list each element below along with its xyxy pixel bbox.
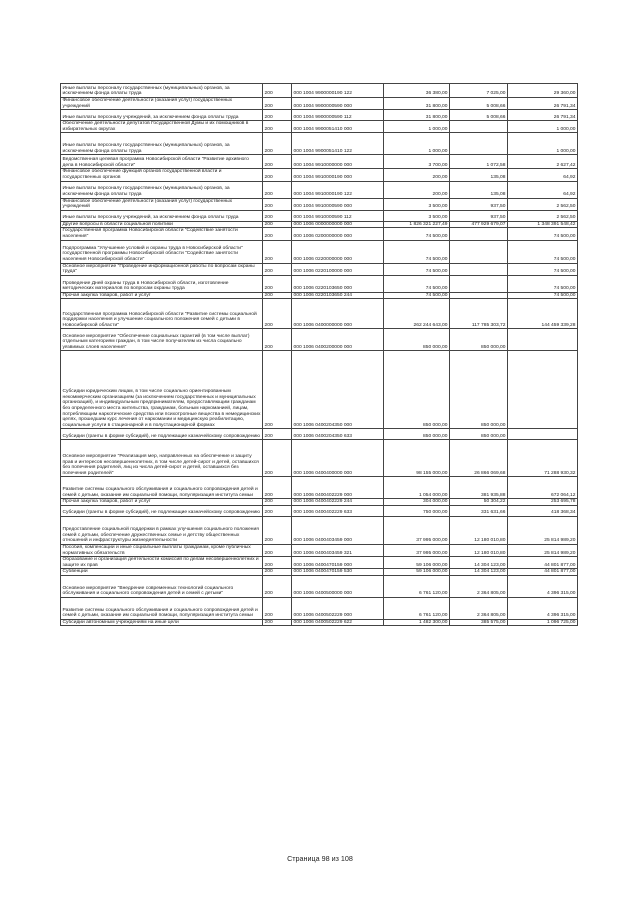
row-name: Предоставление социальной поддержки в рамках улучшения социального положения семей с детьми, обеспечение дружественных семье и детству общественных отношений и инфраструктуры жизнедеятельности bbox=[61, 516, 263, 544]
row-executed-amount: 477 929 679,07 bbox=[450, 221, 508, 228]
row-plan-amount: 850 000,00 bbox=[384, 351, 450, 429]
row-plan-amount: 74 500,00 bbox=[384, 263, 450, 275]
row-remaining-amount: 26 791,34 bbox=[508, 110, 578, 121]
row-name: Другие вопросы в области социальной политики bbox=[61, 221, 263, 228]
row-executed-amount: 5 008,66 bbox=[450, 110, 508, 121]
row-plan-amount: 6 761 120,00 bbox=[384, 575, 450, 597]
row-executed-amount: 2 364 805,00 bbox=[450, 597, 508, 619]
row-name: Пособия, компенсации и иные социальные выплаты гражданам, кроме публичных нормативных обязательств bbox=[61, 544, 263, 556]
row-budget-code: 000 1006 0220100000 000 bbox=[292, 263, 384, 275]
row-remaining-amount: 64,92 bbox=[508, 169, 578, 181]
row-remaining-amount: 2 627,42 bbox=[508, 155, 578, 169]
row-budget-code: 000 1006 0400000000 000 bbox=[292, 299, 384, 329]
row-admin-code: 200 bbox=[263, 181, 292, 198]
table-row bbox=[61, 275, 578, 292]
row-name: Образование и организация деятельности комиссий по делам несовершеннолетних и защите их прав bbox=[61, 557, 263, 569]
row-executed-amount: 850 000,00 bbox=[450, 429, 508, 440]
row-budget-code: 000 1004 9900000190 122 bbox=[292, 84, 384, 98]
row-plan-amount: 200,00 bbox=[384, 169, 450, 181]
row-remaining-amount: 25 814 989,20 bbox=[508, 544, 578, 556]
row-admin-code: 200 bbox=[263, 351, 292, 429]
row-budget-code: 000 1006 0400500000 000 bbox=[292, 575, 384, 597]
row-admin-code: 200 bbox=[263, 275, 292, 292]
row-budget-code: 000 1006 0400502229 622 bbox=[292, 619, 384, 626]
row-remaining-amount: 672 064,12 bbox=[508, 477, 578, 499]
row-name: Развитие системы социального обслуживания и социального сопровождения детей и семей с детьми, оказание им социальной помощи, популяризация института семьи bbox=[61, 597, 263, 619]
row-name: Иные выплаты персоналу государственных (муниципальных) органов, за исключением фонда оплаты труда bbox=[61, 133, 263, 155]
row-admin-code: 200 bbox=[263, 155, 292, 169]
table-row bbox=[61, 121, 578, 133]
row-admin-code: 200 bbox=[263, 575, 292, 597]
row-remaining-amount bbox=[508, 429, 578, 440]
row-admin-code: 200 bbox=[263, 544, 292, 556]
table-row bbox=[61, 133, 578, 155]
row-plan-amount: 1 826 321 227,49 bbox=[384, 221, 450, 228]
row-executed-amount: 12 180 010,80 bbox=[450, 544, 508, 556]
row-plan-amount: 850 000,00 bbox=[384, 429, 450, 440]
row-budget-code: 000 1004 9910000000 000 bbox=[292, 155, 384, 169]
row-remaining-amount bbox=[508, 329, 578, 351]
row-remaining-amount: 74 500,00 bbox=[508, 263, 578, 275]
row-plan-amount: 31 800,00 bbox=[384, 110, 450, 121]
row-executed-amount: 14 304 123,00 bbox=[450, 569, 508, 576]
row-budget-code: 000 1004 9910000190 122 bbox=[292, 181, 384, 198]
row-admin-code: 200 bbox=[263, 263, 292, 275]
row-name: Государственная программа Новосибирской области "Развитие системы социальной поддержки населения и улучшение социального положения семей с детьми в Новосибирской области" bbox=[61, 299, 263, 329]
row-name: Прочая закупка товаров, работ и услуг bbox=[61, 499, 263, 506]
row-budget-code: 000 1004 9910000190 000 bbox=[292, 169, 384, 181]
row-admin-code: 200 bbox=[263, 228, 292, 240]
row-admin-code: 200 bbox=[263, 477, 292, 499]
table-row bbox=[61, 351, 578, 429]
row-budget-code: 000 1006 0400403459 000 bbox=[292, 516, 384, 544]
row-admin-code: 200 bbox=[263, 110, 292, 121]
row-remaining-amount: 1 348 391 548,42 bbox=[508, 221, 578, 228]
row-plan-amount: 262 244 643,00 bbox=[384, 299, 450, 329]
row-name: Субсидии юридическим лицам, в том числе социально ориентированным некоммерческим организациям (за исключением государственных и муниципальных организаций), и индивидуальным предпринимателям, предоставляющим гражданам без определенного места жительства, гражданам, больным наркоманией, лицам, потребляющим наркотические средства или психотропные вещества в немедицинских целях, прошедшим курс лечения от наркомании и медицинскую реабилитацию, социальные услуги в стационарной и в полустационарной формах bbox=[61, 351, 263, 429]
row-admin-code: 200 bbox=[263, 429, 292, 440]
row-name: Субсидии (гранты в форме субсидий), не подлежащие казначейскому сопровождению bbox=[61, 429, 263, 440]
row-name: Прочая закупка товаров, работ и услуг bbox=[61, 292, 263, 299]
row-admin-code: 200 bbox=[263, 98, 292, 110]
row-admin-code: 200 bbox=[263, 221, 292, 228]
row-budget-code: 000 1006 0400402229 244 bbox=[292, 499, 384, 506]
row-remaining-amount: 144 459 339,28 bbox=[508, 299, 578, 329]
row-remaining-amount: 1 000,00 bbox=[508, 121, 578, 133]
row-admin-code: 200 bbox=[263, 516, 292, 544]
row-name: Основное мероприятие "Реализация мер, направленных на обеспечение и защиту прав и интересов несовершеннолетних, в том числе детей-сирот и детей, оставшихся без попечения родителей, лиц из числа детей-сирот и детей, оставшихся без попечения родителей" bbox=[61, 440, 263, 477]
row-remaining-amount: 2 562,50 bbox=[508, 198, 578, 210]
row-budget-code: 000 1006 0400502229 000 bbox=[292, 597, 384, 619]
row-budget-code: 000 1006 0220000000 000 bbox=[292, 240, 384, 263]
row-admin-code: 200 bbox=[263, 299, 292, 329]
table-row bbox=[61, 228, 578, 240]
row-plan-amount: 1 482 300,00 bbox=[384, 619, 450, 626]
row-budget-code: 000 1006 0400402229 000 bbox=[292, 477, 384, 499]
table-row bbox=[61, 240, 578, 263]
row-plan-amount: 1 054 000,00 bbox=[384, 477, 450, 499]
row-executed-amount bbox=[450, 133, 508, 155]
row-executed-amount: 12 180 010,80 bbox=[450, 516, 508, 544]
row-admin-code: 200 bbox=[263, 292, 292, 299]
row-admin-code: 200 bbox=[263, 499, 292, 506]
row-executed-amount: 850 000,00 bbox=[450, 329, 508, 351]
row-plan-amount: 59 106 000,00 bbox=[384, 569, 450, 576]
row-plan-amount: 1 000,00 bbox=[384, 121, 450, 133]
row-admin-code: 200 bbox=[263, 619, 292, 626]
row-budget-code: 000 1004 9900000590 000 bbox=[292, 98, 384, 110]
row-executed-amount: 14 304 123,00 bbox=[450, 557, 508, 569]
row-executed-amount: 50 304,22 bbox=[450, 499, 508, 506]
row-plan-amount: 36 380,00 bbox=[384, 84, 450, 98]
row-name: Субсидии (гранты в форме субсидий), не подлежащие казначейскому сопровождению bbox=[61, 505, 263, 516]
row-remaining-amount: 4 396 315,00 bbox=[508, 575, 578, 597]
row-remaining-amount: 1 000,00 bbox=[508, 133, 578, 155]
row-executed-amount bbox=[450, 240, 508, 263]
row-name: Ведомственная целевая программа Новосибирской области "Развитие архивного дела в Новосибирской области" bbox=[61, 155, 263, 169]
row-budget-code: 000 1006 0400470159 000 bbox=[292, 557, 384, 569]
row-budget-code: 000 1006 0400470159 530 bbox=[292, 569, 384, 576]
row-name: Финансовое обеспечение функций органов государственной власти и государственных органов bbox=[61, 169, 263, 181]
row-budget-code: 000 1004 9910000590 000 bbox=[292, 198, 384, 210]
page-number: Страница 98 из 108 bbox=[287, 854, 353, 863]
row-name: Субсидии автономным учреждениям на иные цели bbox=[61, 619, 263, 626]
row-executed-amount bbox=[450, 292, 508, 299]
row-remaining-amount: 29 360,00 bbox=[508, 84, 578, 98]
row-plan-amount: 74 500,00 bbox=[384, 228, 450, 240]
table-row bbox=[61, 575, 578, 597]
table-body bbox=[61, 84, 578, 626]
row-executed-amount: 135,08 bbox=[450, 181, 508, 198]
row-name: Финансовое обеспечение деятельности (оказания услуг) государственных учреждений bbox=[61, 98, 263, 110]
row-budget-code: 000 1006 0000000000 000 bbox=[292, 221, 384, 228]
table-row bbox=[61, 299, 578, 329]
table-row bbox=[61, 84, 578, 98]
row-budget-code: 000 1006 0400204350 000 bbox=[292, 351, 384, 429]
table-row bbox=[61, 98, 578, 110]
table-row bbox=[61, 544, 578, 556]
row-plan-amount: 37 995 000,00 bbox=[384, 516, 450, 544]
row-remaining-amount: 4 396 315,00 bbox=[508, 597, 578, 619]
row-executed-amount: 7 025,00 bbox=[450, 84, 508, 98]
row-plan-amount: 304 000,00 bbox=[384, 499, 450, 506]
row-executed-amount: 26 866 069,68 bbox=[450, 440, 508, 477]
row-name: Субвенции bbox=[61, 569, 263, 576]
row-admin-code: 200 bbox=[263, 133, 292, 155]
row-name: Иные выплаты персоналу учреждений, за исключением фонда оплаты труда bbox=[61, 110, 263, 121]
row-remaining-amount: 1 096 725,00 bbox=[508, 619, 578, 626]
table-row bbox=[61, 619, 578, 626]
row-executed-amount: 937,50 bbox=[450, 198, 508, 210]
row-admin-code: 200 bbox=[263, 597, 292, 619]
row-admin-code: 200 bbox=[263, 198, 292, 210]
row-name: Государственная программа Новосибирской области "Содействие занятости населения" bbox=[61, 228, 263, 240]
table-row bbox=[61, 329, 578, 351]
row-admin-code: 200 bbox=[263, 121, 292, 133]
row-budget-code: 000 1006 0400402229 633 bbox=[292, 505, 384, 516]
row-executed-amount: 1 072,58 bbox=[450, 155, 508, 169]
row-name: Иные выплаты персоналу государственных (муниципальных) органов, за исключением фонда оплаты труда bbox=[61, 181, 263, 198]
row-plan-amount: 1 000,00 bbox=[384, 133, 450, 155]
row-plan-amount: 98 155 000,00 bbox=[384, 440, 450, 477]
row-admin-code: 200 bbox=[263, 557, 292, 569]
row-plan-amount: 3 700,00 bbox=[384, 155, 450, 169]
row-plan-amount: 59 106 000,00 bbox=[384, 557, 450, 569]
row-plan-amount: 31 800,00 bbox=[384, 98, 450, 110]
row-executed-amount: 381 935,88 bbox=[450, 477, 508, 499]
row-name: Финансовое обеспечение деятельности (оказания услуг) государственных учреждений bbox=[61, 198, 263, 210]
row-executed-amount bbox=[450, 263, 508, 275]
row-executed-amount: 2 364 805,00 bbox=[450, 575, 508, 597]
table-row bbox=[61, 569, 578, 576]
row-remaining-amount: 253 695,78 bbox=[508, 499, 578, 506]
table-row bbox=[61, 155, 578, 169]
table-row bbox=[61, 263, 578, 275]
row-executed-amount bbox=[450, 121, 508, 133]
row-executed-amount: 331 631,66 bbox=[450, 505, 508, 516]
row-remaining-amount: 74 500,00 bbox=[508, 275, 578, 292]
row-plan-amount: 3 500,00 bbox=[384, 198, 450, 210]
row-remaining-amount: 71 288 930,32 bbox=[508, 440, 578, 477]
table-row bbox=[61, 477, 578, 499]
row-plan-amount: 6 761 120,00 bbox=[384, 597, 450, 619]
row-budget-code: 000 1004 9910000590 112 bbox=[292, 210, 384, 221]
row-name: Основное мероприятие "Внедрение современных технологий социального обслуживания и социального сопровождения детей и семей с детьми" bbox=[61, 575, 263, 597]
row-plan-amount: 74 500,00 bbox=[384, 275, 450, 292]
row-admin-code: 200 bbox=[263, 505, 292, 516]
row-budget-code: 000 1004 9900051410 122 bbox=[292, 133, 384, 155]
row-name: Подпрограмма "Улучшение условий и охраны труда в Новосибирской области" государственной программы Новосибирской области "Содействие занятости населения Новосибирской области" bbox=[61, 240, 263, 263]
table-row bbox=[61, 292, 578, 299]
row-executed-amount: 385 575,00 bbox=[450, 619, 508, 626]
row-executed-amount bbox=[450, 275, 508, 292]
row-remaining-amount: 2 562,50 bbox=[508, 210, 578, 221]
row-remaining-amount: 74 500,00 bbox=[508, 240, 578, 263]
row-budget-code: 000 1006 0400403459 321 bbox=[292, 544, 384, 556]
row-admin-code: 200 bbox=[263, 329, 292, 351]
row-plan-amount: 750 000,00 bbox=[384, 505, 450, 516]
row-plan-amount: 74 500,00 bbox=[384, 292, 450, 299]
table-row bbox=[61, 221, 578, 228]
row-remaining-amount: 25 814 989,20 bbox=[508, 516, 578, 544]
row-name: Обеспечение деятельности депутатов Государственной Думы и их помощников в избирательных округах bbox=[61, 121, 263, 133]
row-name: Иные выплаты персоналу учреждений, за исключением фонда оплаты труда bbox=[61, 210, 263, 221]
table-row bbox=[61, 181, 578, 198]
row-executed-amount bbox=[450, 228, 508, 240]
table-row bbox=[61, 169, 578, 181]
row-remaining-amount: 74 500,00 bbox=[508, 228, 578, 240]
row-remaining-amount: 26 791,34 bbox=[508, 98, 578, 110]
row-admin-code: 200 bbox=[263, 440, 292, 477]
table-row bbox=[61, 198, 578, 210]
row-executed-amount: 117 785 303,72 bbox=[450, 299, 508, 329]
row-executed-amount: 850 000,00 bbox=[450, 351, 508, 429]
row-admin-code: 200 bbox=[263, 240, 292, 263]
row-budget-code: 000 1006 0220103650 244 bbox=[292, 292, 384, 299]
row-remaining-amount: 74 500,00 bbox=[508, 292, 578, 299]
table-row bbox=[61, 505, 578, 516]
table-row bbox=[61, 597, 578, 619]
row-budget-code: 000 1004 9900000590 112 bbox=[292, 110, 384, 121]
row-executed-amount: 937,50 bbox=[450, 210, 508, 221]
row-admin-code: 200 bbox=[263, 84, 292, 98]
row-name: Иные выплаты персоналу государственных (муниципальных) органов, за исключением фонда оплаты труда bbox=[61, 84, 263, 98]
row-admin-code: 200 bbox=[263, 210, 292, 221]
row-budget-code: 000 1006 0400200000 000 bbox=[292, 329, 384, 351]
table-row bbox=[61, 210, 578, 221]
row-remaining-amount: 44 801 877,00 bbox=[508, 569, 578, 576]
budget-execution-table bbox=[60, 83, 578, 626]
row-executed-amount: 5 008,66 bbox=[450, 98, 508, 110]
table-row bbox=[61, 429, 578, 440]
row-remaining-amount bbox=[508, 351, 578, 429]
row-remaining-amount: 418 368,34 bbox=[508, 505, 578, 516]
row-budget-code: 000 1006 0220103650 000 bbox=[292, 275, 384, 292]
table-row bbox=[61, 110, 578, 121]
row-name: Основное мероприятие "Проведение информационной работы по вопросам охраны труда" bbox=[61, 263, 263, 275]
row-admin-code: 200 bbox=[263, 569, 292, 576]
row-budget-code: 000 1004 9900051410 000 bbox=[292, 121, 384, 133]
row-plan-amount: 850 000,00 bbox=[384, 329, 450, 351]
table-row bbox=[61, 440, 578, 477]
row-name: Проведение Дней охраны труда в Новосибирской области, изготовление методических материалов по вопросам охраны труда bbox=[61, 275, 263, 292]
table-row bbox=[61, 499, 578, 506]
table-row bbox=[61, 557, 578, 569]
row-budget-code: 000 1006 0200000000 000 bbox=[292, 228, 384, 240]
row-executed-amount: 135,08 bbox=[450, 169, 508, 181]
row-budget-code: 000 1006 0400204350 633 bbox=[292, 429, 384, 440]
row-plan-amount: 37 995 000,00 bbox=[384, 544, 450, 556]
row-budget-code: 000 1006 0400400000 000 bbox=[292, 440, 384, 477]
row-plan-amount: 200,00 bbox=[384, 181, 450, 198]
row-name: Развитие системы социального обслуживания и социального сопровождения детей и семей с детьми, оказание им социальной помощи, популяризация института семьи bbox=[61, 477, 263, 499]
row-admin-code: 200 bbox=[263, 169, 292, 181]
row-name: Основное мероприятие "Обеспечение социальных гарантий (в том числе выплат) отдельным категориям граждан, в том числе получателям из числа социально уязвимых слоев населения" bbox=[61, 329, 263, 351]
row-remaining-amount: 64,92 bbox=[508, 181, 578, 198]
row-plan-amount: 74 500,00 bbox=[384, 240, 450, 263]
table-row bbox=[61, 516, 578, 544]
row-plan-amount: 3 500,00 bbox=[384, 210, 450, 221]
row-remaining-amount: 44 801 877,00 bbox=[508, 557, 578, 569]
